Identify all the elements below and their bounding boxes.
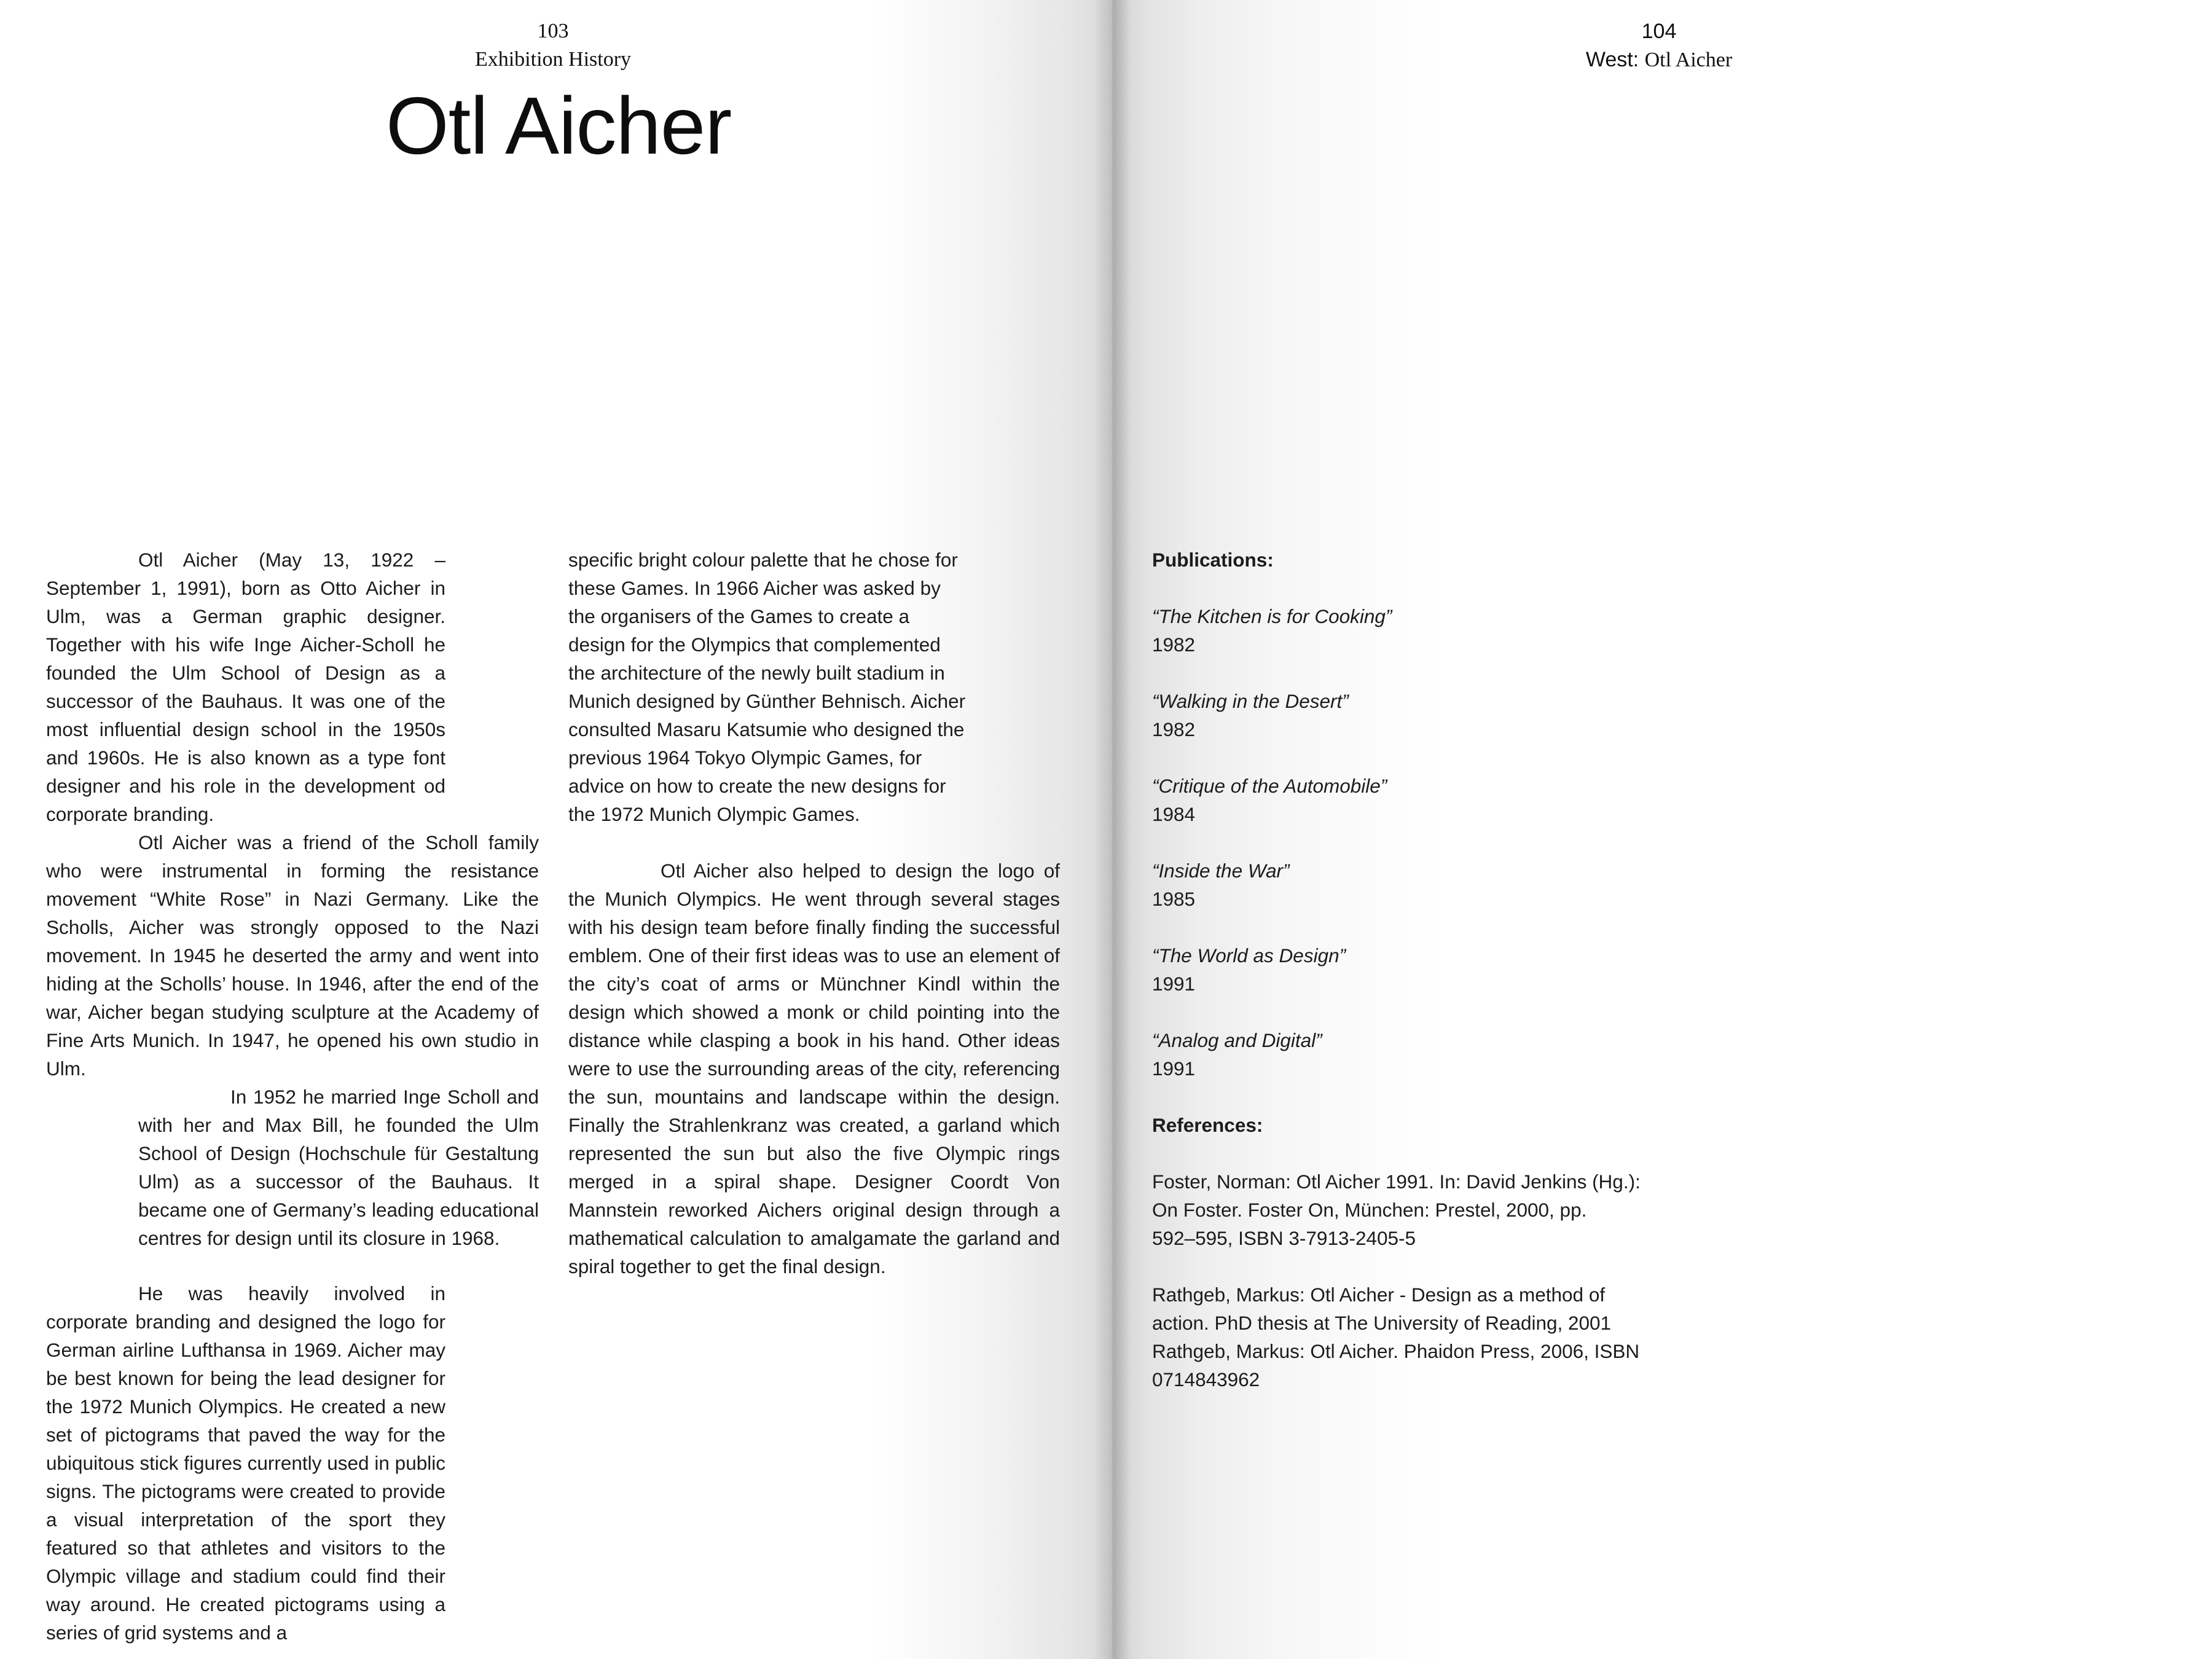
page-title: Otl Aicher: [386, 80, 732, 171]
right-section-prefix: West:: [1585, 48, 1639, 71]
body-paragraph-2: Otl Aicher was a friend of the Scholl family who were instrumental in forming the resistance movement “White Rose” in Nazi Germany. Like the Scholls, Aicher was strongly opposed to the Nazi movement. In 1945 he deserted the army and went into hiding at the Scholls’ house. In 1946, after the end of the war, Aicher began studying sculpture at the Academy of Fine Arts Munich. In 1947, he opened his own studio in Ulm.: [46, 831, 539, 1080]
publication-year: 1982: [1152, 633, 1196, 656]
body-paragraph-6: Otl Aicher also helped to design the logo of the Munich Olympics. He went through several stages with his design team before finally finding the successful emblem. One of their first ideas was to use an element of the city’s coat of arms or Münchner Kindl within the design which showed a monk or child pointing into the distance while clasping a book in his hand. Other ideas were to use the surrounding areas of the city, referencing the sun, mountains and landscape within the design. Finally the Strahlenkranz was created, a garland which represented the sun but also the five Olympic rings merged in a spiral shape. Designer Coordt Von Mannstein reworked Aichers original design through a mathematical calculation to amalgamate the garland and spiral together to get the final design.: [568, 860, 1060, 1277]
publication-item: [1152, 1026, 1644, 1083]
book-gutter: [1094, 0, 1131, 1659]
publication-title: “The Kitchen is for Cooking”: [1152, 605, 1392, 627]
publication-year: 1991: [1152, 973, 1196, 995]
left-running-header: [430, 17, 676, 74]
publication-title: “Inside the War”: [1152, 860, 1290, 882]
publication-item: [1152, 772, 1644, 828]
publication-year: 1982: [1152, 718, 1196, 740]
publication-title: “Critique of the Automobile”: [1152, 775, 1387, 797]
left-page-number: 103: [537, 20, 569, 42]
publication-title: “The World as Design”: [1152, 944, 1346, 967]
reference-entry-2: Rathgeb, Markus: Otl Aicher - Design as a method of action. PhD thesis at The University of Reading, 2001 Rathgeb, Markus: Otl Aicher. Phaidon Press, 2006, ISBN 0714843962: [1152, 1284, 1640, 1390]
right-page-number: 104: [1641, 20, 1677, 43]
right-running-header: [1536, 17, 1782, 74]
publication-item: [1152, 602, 1644, 659]
publication-year: 1985: [1152, 888, 1196, 910]
reference-entry-1: Foster, Norman: Otl Aicher 1991. In: David Jenkins (Hg.): On Foster. Foster On, München: Prestel, 2000, pp. 592–595, ISBN 3-7913-2405-5: [1152, 1171, 1641, 1249]
publication-title: “Walking in the Desert”: [1152, 690, 1349, 712]
publication-item: [1152, 857, 1644, 913]
publication-item: [1152, 941, 1644, 998]
publications-heading: Publications:: [1152, 549, 1274, 571]
body-paragraph-5: specific bright colour palette that he chose for these Games. In 1966 Aicher was asked by the organisers of the Games to create a design for the Olympics that complemented the architecture of the newly built stadium in Munich designed by Günther Behnisch. Aicher consulted Masaru Katsumie who designed the previous 1964 Tokyo Olympic Games, for advice on how to create the new designs for the 1972 Munich Olympic Games.: [568, 549, 966, 825]
publication-item: [1152, 687, 1644, 743]
publication-year: 1984: [1152, 803, 1196, 825]
body-paragraph-1: Otl Aicher (May 13, 1922 – September 1, 1991), born as Otto Aicher in Ulm, was a German graphic designer. Together with his wife Inge Aicher-Scholl he founded the Ulm School of Design as a successor of the Bauhaus. It was one of the most influential design school in the 1950s and 1960s. He is also known as a type font designer and his role in the development od corporate branding.: [46, 549, 445, 825]
publication-title: “Analog and Digital”: [1152, 1029, 1322, 1051]
body-paragraph-4: He was heavily involved in corporate branding and designed the logo for German airline Lufthansa in 1969. Aicher may be best known for being the lead designer for the 1972 Munich Olympics. He created a new set of pictograms that paved the way for the ubiquitous stick figures currently used in public signs. The pictograms were created to provide a visual interpretation of the sport they featured so that athletes and visitors to the Olympic village and stadium could find their way around. He created pictograms using a series of grid systems and a: [46, 1282, 445, 1644]
left-section-title: Exhibition History: [474, 48, 632, 71]
publications-references: [1152, 546, 1644, 1422]
publication-year: 1991: [1152, 1057, 1196, 1080]
right-section-name: Otl Aicher: [1644, 49, 1733, 71]
references-heading: References:: [1152, 1114, 1263, 1136]
body-paragraph-3: In 1952 he married Inge Scholl and with her and Max Bill, he founded the Ulm School of Design (Hochschule für Gestaltung Ulm) as a successor of the Bauhaus. It became one of Germany’s leading educational centres for design until its closure in 1968.: [138, 1086, 539, 1249]
